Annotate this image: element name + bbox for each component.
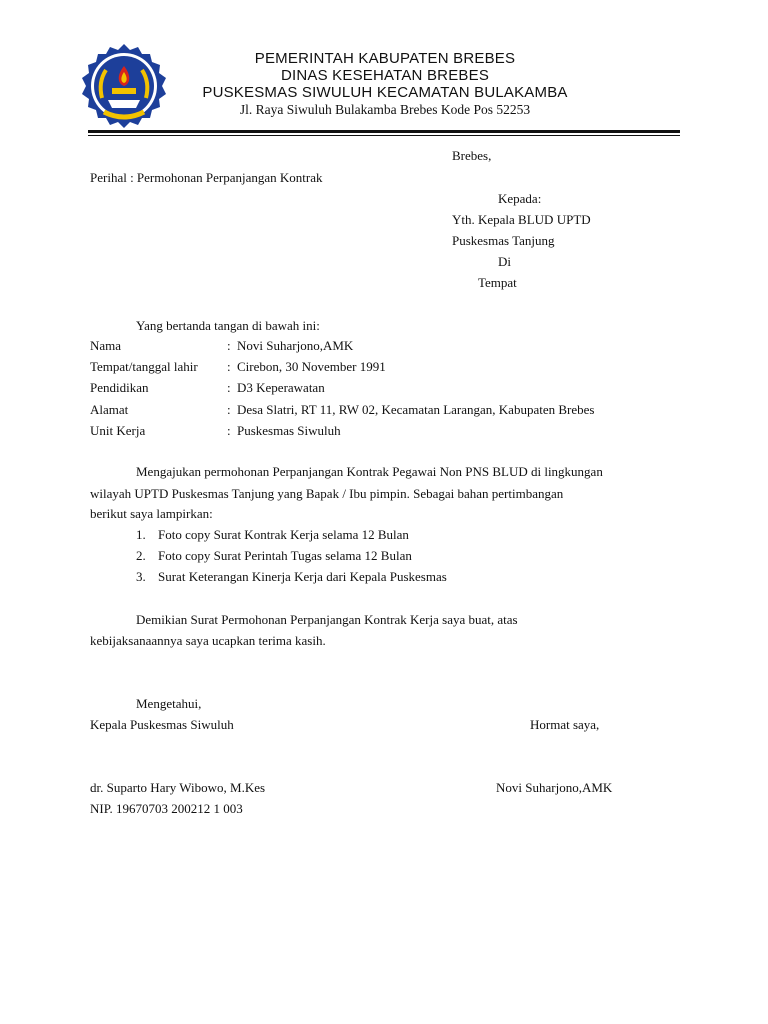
recipient-line-2: Puskesmas Tanjung	[452, 233, 555, 248]
attachment-number: 3.	[136, 569, 146, 584]
identity-separator: :	[227, 402, 231, 417]
body-paragraph-line-2: wilayah UPTD Puskesmas Tanjung yang Bapak / Ibu pimpin. Sebagai bahan pertimbangan	[90, 486, 564, 501]
identity-row-unit	[90, 423, 341, 439]
identity-value: Cirebon, 30 November 1991	[237, 359, 386, 374]
acknowledged-label: Mengetahui,	[136, 696, 202, 711]
identity-value: Puskesmas Siwuluh	[237, 423, 341, 438]
left-signatory-name: dr. Suparto Hary Wibowo, M.Kes	[90, 780, 266, 795]
attachment-text: Foto copy Surat Perintah Tugas selama 12 Bulan	[158, 548, 412, 563]
closing-line-1: Demikian Surat Permohonan Perpanjangan Kontrak Kerja saya buat, atas	[136, 612, 518, 627]
header-rule-thick	[88, 130, 680, 133]
identity-label: Pendidikan	[90, 380, 149, 395]
header-rule-thin	[88, 135, 680, 136]
identity-label: Unit Kerja	[90, 423, 146, 438]
identity-value: Novi Suharjono,AMK	[237, 338, 354, 353]
attachment-item	[136, 569, 447, 585]
attachment-number: 2.	[136, 548, 146, 563]
identity-row-name	[90, 338, 353, 354]
identity-row-birth	[90, 359, 386, 375]
identity-separator: :	[227, 338, 231, 353]
body-paragraph-line-3: berikut saya lampirkan:	[90, 506, 213, 521]
identity-separator: :	[227, 359, 231, 374]
city-date: Brebes,	[452, 148, 492, 163]
identity-row-education	[90, 380, 325, 396]
attachment-item	[136, 527, 409, 543]
subject-line: Perihal : Permohonan Perpanjangan Kontrak	[90, 170, 323, 185]
identity-value: Desa Slatri, RT 11, RW 02, Kecamatan Larangan, Kabupaten Brebes	[237, 402, 595, 417]
identity-label: Tempat/tanggal lahir	[90, 359, 198, 374]
header-department: DINAS KESEHATAN BREBES	[280, 67, 490, 84]
identity-value: D3 Keperawatan	[237, 380, 325, 395]
left-signatory-title: Kepala Puskesmas Siwuluh	[90, 717, 234, 732]
intro-text: Yang bertanda tangan di bawah ini:	[136, 318, 320, 333]
header-puskesmas: PUSKESMAS SIWULUH KECAMATAN BULAKAMBA	[202, 84, 568, 101]
recipient-di: Di	[498, 254, 511, 269]
recipient-place: Tempat	[478, 275, 517, 290]
recipient-line-1: Yth. Kepala BLUD UPTD	[452, 212, 591, 227]
attachment-item	[136, 548, 412, 564]
attachment-text: Foto copy Surat Kontrak Kerja selama 12 Bulan	[158, 527, 409, 542]
header-address: Jl. Raya Siwuluh Bulakamba Brebes Kode Pos 52253	[239, 102, 531, 117]
identity-separator: :	[227, 423, 231, 438]
closing-line-2: kebijaksanaannya saya ucapkan terima kasih.	[90, 633, 326, 648]
identity-label: Nama	[90, 338, 122, 353]
left-signatory-nip: NIP. 19670703 200212 1 003	[90, 801, 243, 816]
attachment-text: Surat Keterangan Kinerja Kerja dari Kepala Puskesmas	[158, 569, 447, 584]
identity-separator: :	[227, 380, 231, 395]
header-government: PEMERINTAH KABUPATEN BREBES	[254, 50, 516, 67]
identity-row-address	[90, 402, 594, 418]
right-signatory-name: Novi Suharjono,AMK	[496, 780, 613, 795]
right-signatory-title: Hormat saya,	[530, 717, 600, 732]
body-paragraph-line-1: Mengajukan permohonan Perpanjangan Kontrak Pegawai Non PNS BLUD di lingkungan	[136, 464, 603, 479]
recipient-label: Kepada:	[498, 191, 542, 206]
identity-label: Alamat	[90, 402, 129, 417]
attachment-number: 1.	[136, 527, 146, 542]
